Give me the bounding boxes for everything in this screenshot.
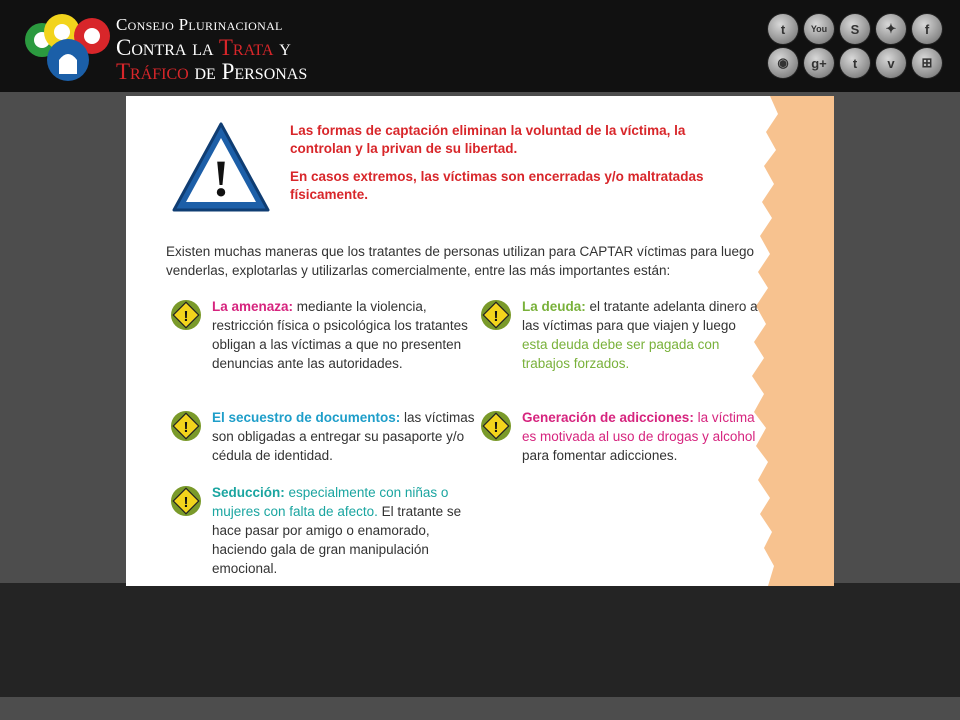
twitter-icon[interactable]: t xyxy=(768,14,798,44)
footer-dark-band xyxy=(0,583,960,697)
council-brand-text[interactable] xyxy=(116,16,307,83)
footer-bottom-band xyxy=(0,697,960,720)
svg-text:!: ! xyxy=(183,419,189,436)
caution-sign-icon xyxy=(170,485,202,517)
alert-line-2: En casos extremos, las víctimas son encerradas y/o maltratadas físicamente. xyxy=(290,169,704,202)
brand-line-3: Tráfico de Personas xyxy=(116,59,308,84)
vine-icon[interactable]: v xyxy=(876,48,906,78)
windows-icon[interactable]: ⊞ xyxy=(912,48,942,78)
intro-paragraph: Existen muchas maneras que los tratantes de personas utilizan para CAPTAR víctimas para luego venderlas, explotarlas y utilizarlas comercialmente, entre las más importantes están: xyxy=(166,244,755,278)
google-plus-icon[interactable]: g+ xyxy=(804,48,834,78)
council-logo[interactable] xyxy=(22,12,118,84)
info-slide xyxy=(126,96,834,586)
list-item-debt: ! La deuda: el tratante adelanta dinero a las víctimas para que viajen y luego esta deuda debe ser pagada con trabajos forzados. xyxy=(522,297,758,373)
svg-text:!: ! xyxy=(493,419,499,436)
warning-triangle-icon xyxy=(170,120,272,216)
list-item-threat: ! La amenaza: mediante la violencia, restricción física o psicológica los tratantes obligan a las víctimas a que no presenten denuncias ante las autoridades. xyxy=(212,297,484,373)
svg-text:!: ! xyxy=(212,151,230,208)
list-item-document-seizure: ! El secuestro de documentos: las víctimas son obligadas a entregar su pasaporte y/o cédula de identidad. xyxy=(212,408,484,465)
tumblr-icon[interactable]: t xyxy=(840,48,870,78)
list-item-addictions: ! Generación de adicciones: la víctima es motivada al uso de drogas y alcohol para fomentar adicciones. xyxy=(522,408,758,465)
alert-line-1: Las formas de captación eliminan la voluntad de la víctima, la controlan y la privan de su libertad. xyxy=(290,123,686,156)
caution-sign-icon xyxy=(170,299,202,331)
svg-text:!: ! xyxy=(183,494,189,511)
myspace-icon[interactable]: ✦ xyxy=(876,14,906,44)
list-item-seduction: ! Seducción: especialmente con niñas o mujeres con falta de afecto. El tratante se hace pasar por amigo o enamorado, haciendo gala de gran manipulación emocional. xyxy=(212,483,484,578)
brand-line-1: Consejo Plurinacional xyxy=(116,15,283,34)
brand-line-2: Contra la Trata y xyxy=(116,35,291,60)
alert-message xyxy=(290,122,750,214)
facebook-icon[interactable]: f xyxy=(912,14,942,44)
svg-text:!: ! xyxy=(493,308,499,325)
caution-sign-icon xyxy=(170,410,202,442)
site-header xyxy=(0,0,960,92)
social-links xyxy=(768,14,944,84)
caution-sign-icon xyxy=(480,410,512,442)
svg-text:!: ! xyxy=(183,308,189,325)
youtube-icon[interactable]: You xyxy=(804,14,834,44)
rss-icon[interactable]: ◉ xyxy=(768,48,798,78)
skype-icon[interactable]: S xyxy=(840,14,870,44)
caution-sign-icon xyxy=(480,299,512,331)
